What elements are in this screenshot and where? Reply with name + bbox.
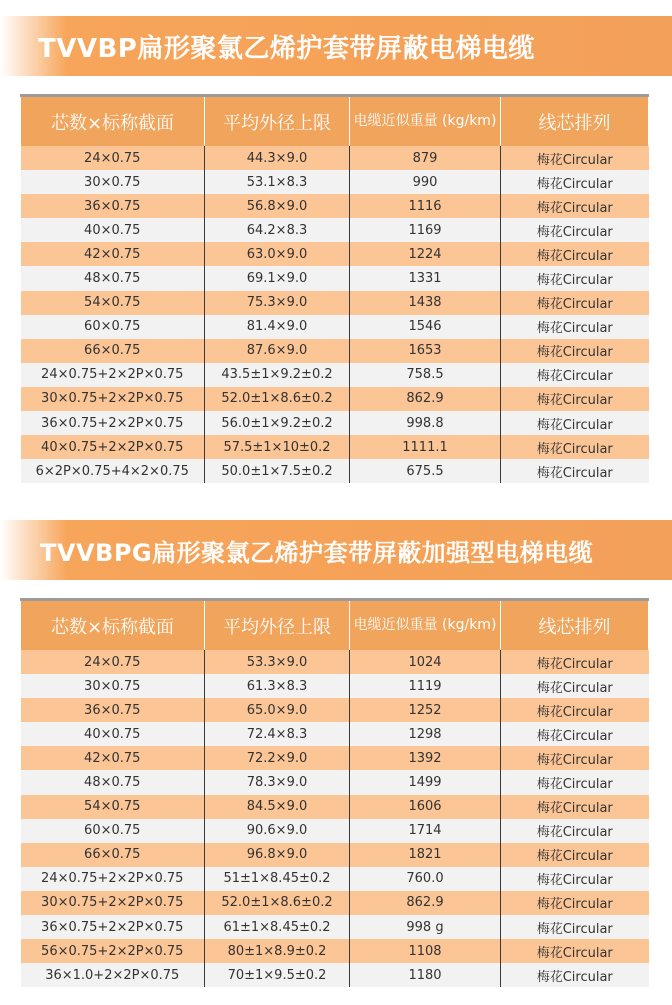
- cell-weight: 862.9: [350, 387, 501, 411]
- cell-cores: 30×0.75+2×2P×0.75: [21, 891, 205, 915]
- cell-arrangement: 梅花Circular: [501, 387, 649, 411]
- cell-arrangement: 梅花Circular: [501, 266, 649, 290]
- cell-arrangement: 梅花Circular: [501, 650, 649, 674]
- section1-title: TVVBP扁形聚氯乙烯护套带屏蔽电梯电缆: [38, 33, 535, 64]
- cell-weight: 1169: [350, 218, 501, 242]
- cell-cores: 36×0.75: [21, 194, 205, 218]
- cell-cores: 36×0.75+2×2P×0.75: [21, 915, 205, 939]
- table-row: [21, 339, 649, 363]
- cell-weight: 998 g: [350, 915, 501, 939]
- cell-weight: 1180: [350, 963, 501, 987]
- cell-arrangement: 梅花Circular: [501, 242, 649, 266]
- cell-weight: 1499: [350, 770, 501, 794]
- table-row: [21, 770, 649, 794]
- cell-cores: 40×0.75: [21, 218, 205, 242]
- cell-diameter: 87.6×9.0: [205, 339, 350, 363]
- cell-cores: 24×0.75+2×2P×0.75: [21, 363, 205, 387]
- header-weight: 电缆近似重量 (kg/km): [350, 600, 501, 651]
- cell-diameter: 72.2×9.0: [205, 746, 350, 770]
- cell-weight: 990: [350, 170, 501, 194]
- table-row: [21, 650, 649, 674]
- cell-weight: 1119: [350, 674, 501, 698]
- cell-diameter: 80±1×8.9±0.2: [205, 939, 350, 963]
- cell-arrangement: 梅花Circular: [501, 315, 649, 339]
- table-row: [21, 315, 649, 339]
- cell-weight: 1714: [350, 819, 501, 843]
- cell-arrangement: 梅花Circular: [501, 170, 649, 194]
- cell-weight: 1116: [350, 194, 501, 218]
- cell-weight: 1252: [350, 698, 501, 722]
- cell-diameter: 96.8×9.0: [205, 843, 350, 867]
- cell-diameter: 64.2×8.3: [205, 218, 350, 242]
- table-row: [21, 746, 649, 770]
- table-row: [21, 843, 649, 867]
- cell-arrangement: 梅花Circular: [501, 363, 649, 387]
- section1-table: [20, 94, 649, 483]
- cell-diameter: 44.3×9.0: [205, 146, 350, 170]
- table-row: [21, 819, 649, 843]
- cell-weight: 758.5: [350, 363, 501, 387]
- header-weight: 电缆近似重量 (kg/km): [350, 96, 501, 147]
- table-row: [21, 435, 649, 459]
- cell-arrangement: 梅花Circular: [501, 867, 649, 891]
- cell-cores: 36×0.75: [21, 698, 205, 722]
- cell-cores: 24×0.75+2×2P×0.75: [21, 867, 205, 891]
- cell-arrangement: 梅花Circular: [501, 963, 649, 987]
- cell-weight: 1606: [350, 795, 501, 819]
- cell-cores: 24×0.75: [21, 650, 205, 674]
- table-row: [21, 915, 649, 939]
- cell-diameter: 56.8×9.0: [205, 194, 350, 218]
- cell-arrangement: 梅花Circular: [501, 939, 649, 963]
- cell-weight: 760.0: [350, 867, 501, 891]
- section2-title: TVVBPG扁形聚氯乙烯护套带屏蔽加强型电梯电缆: [40, 538, 594, 567]
- cell-diameter: 81.4×9.0: [205, 315, 350, 339]
- table-header-row: [21, 600, 649, 651]
- cell-weight: 1298: [350, 722, 501, 746]
- cell-diameter: 63.0×9.0: [205, 242, 350, 266]
- cell-weight: 1111.1: [350, 435, 501, 459]
- cell-cores: 30×0.75: [21, 674, 205, 698]
- cell-arrangement: 梅花Circular: [501, 674, 649, 698]
- cell-diameter: 84.5×9.0: [205, 795, 350, 819]
- cell-arrangement: 梅花Circular: [501, 843, 649, 867]
- table-row: [21, 387, 649, 411]
- header-arrangement: 线芯排列: [501, 600, 649, 651]
- cell-weight: 1653: [350, 339, 501, 363]
- cell-cores: 66×0.75: [21, 339, 205, 363]
- cell-cores: 56×0.75+2×2P×0.75: [21, 939, 205, 963]
- cell-weight: 1224: [350, 242, 501, 266]
- cell-weight: 879: [350, 146, 501, 170]
- table-row: [21, 459, 649, 483]
- table-row: [21, 266, 649, 290]
- table-row: [21, 218, 649, 242]
- cell-arrangement: 梅花Circular: [501, 339, 649, 363]
- cell-diameter: 72.4×8.3: [205, 722, 350, 746]
- cell-diameter: 90.6×9.0: [205, 819, 350, 843]
- cell-cores: 66×0.75: [21, 843, 205, 867]
- cell-diameter: 53.3×9.0: [205, 650, 350, 674]
- cell-arrangement: 梅花Circular: [501, 218, 649, 242]
- header-cores: 芯数×标称截面: [21, 96, 205, 147]
- section1-banner: [0, 16, 672, 76]
- cell-arrangement: 梅花Circular: [501, 746, 649, 770]
- cell-weight: 1438: [350, 291, 501, 315]
- cell-arrangement: 梅花Circular: [501, 435, 649, 459]
- table-row: [21, 722, 649, 746]
- section2-banner: [0, 520, 672, 580]
- cell-weight: 675.5: [350, 459, 501, 483]
- cell-arrangement: 梅花Circular: [501, 291, 649, 315]
- table-row: [21, 170, 649, 194]
- table-row: [21, 795, 649, 819]
- cell-arrangement: 梅花Circular: [501, 915, 649, 939]
- cell-arrangement: 梅花Circular: [501, 194, 649, 218]
- cell-arrangement: 梅花Circular: [501, 795, 649, 819]
- table-row: [21, 194, 649, 218]
- cell-diameter: 57.5±1×10±0.2: [205, 435, 350, 459]
- cell-arrangement: 梅花Circular: [501, 722, 649, 746]
- cell-cores: 42×0.75: [21, 746, 205, 770]
- header-arrangement: 线芯排列: [501, 96, 649, 147]
- cell-weight: 1821: [350, 843, 501, 867]
- header-diameter: 平均外径上限: [205, 600, 350, 651]
- cell-cores: 6×2P×0.75+4×2×0.75: [21, 459, 205, 483]
- cell-diameter: 50.0±1×7.5±0.2: [205, 459, 350, 483]
- cell-arrangement: 梅花Circular: [501, 819, 649, 843]
- cell-cores: 60×0.75: [21, 315, 205, 339]
- table-row: [21, 291, 649, 315]
- cell-weight: 1546: [350, 315, 501, 339]
- table-row: [21, 363, 649, 387]
- cell-arrangement: 梅花Circular: [501, 459, 649, 483]
- cell-cores: 42×0.75: [21, 242, 205, 266]
- cell-weight: 1108: [350, 939, 501, 963]
- cell-diameter: 43.5±1×9.2±0.2: [205, 363, 350, 387]
- cell-weight: 1331: [350, 266, 501, 290]
- table-row: [21, 242, 649, 266]
- cell-diameter: 70±1×9.5±0.2: [205, 963, 350, 987]
- cell-arrangement: 梅花Circular: [501, 891, 649, 915]
- table-row: [21, 674, 649, 698]
- header-cores: 芯数×标称截面: [21, 600, 205, 651]
- table-row: [21, 891, 649, 915]
- cell-weight: 998.8: [350, 411, 501, 435]
- cell-diameter: 53.1×8.3: [205, 170, 350, 194]
- table-row: [21, 411, 649, 435]
- cell-diameter: 61.3×8.3: [205, 674, 350, 698]
- cell-cores: 36×0.75+2×2P×0.75: [21, 411, 205, 435]
- cell-diameter: 51±1×8.45±0.2: [205, 867, 350, 891]
- cell-cores: 24×0.75: [21, 146, 205, 170]
- cell-arrangement: 梅花Circular: [501, 146, 649, 170]
- cell-cores: 40×0.75: [21, 722, 205, 746]
- cell-diameter: 75.3×9.0: [205, 291, 350, 315]
- cell-weight: 1392: [350, 746, 501, 770]
- cell-cores: 54×0.75: [21, 795, 205, 819]
- cell-cores: 48×0.75: [21, 266, 205, 290]
- section2-table: [20, 598, 649, 987]
- table-row: [21, 963, 649, 987]
- cell-cores: 48×0.75: [21, 770, 205, 794]
- cell-diameter: 69.1×9.0: [205, 266, 350, 290]
- cell-weight: 862.9: [350, 891, 501, 915]
- cell-diameter: 52.0±1×8.6±0.2: [205, 891, 350, 915]
- cell-diameter: 56.0±1×9.2±0.2: [205, 411, 350, 435]
- cell-cores: 30×0.75+2×2P×0.75: [21, 387, 205, 411]
- header-diameter: 平均外径上限: [205, 96, 350, 147]
- cell-cores: 30×0.75: [21, 170, 205, 194]
- cell-arrangement: 梅花Circular: [501, 698, 649, 722]
- table-row: [21, 867, 649, 891]
- cell-cores: 54×0.75: [21, 291, 205, 315]
- table-row: [21, 698, 649, 722]
- cell-arrangement: 梅花Circular: [501, 411, 649, 435]
- cell-cores: 36×1.0+2×2P×0.75: [21, 963, 205, 987]
- cell-diameter: 61±1×8.45±0.2: [205, 915, 350, 939]
- cell-weight: 1024: [350, 650, 501, 674]
- cell-diameter: 65.0×9.0: [205, 698, 350, 722]
- cell-diameter: 78.3×9.0: [205, 770, 350, 794]
- cell-cores: 60×0.75: [21, 819, 205, 843]
- cell-diameter: 52.0±1×8.6±0.2: [205, 387, 350, 411]
- table-row: [21, 939, 649, 963]
- table-row: [21, 146, 649, 170]
- cell-arrangement: 梅花Circular: [501, 770, 649, 794]
- table-header-row: [21, 96, 649, 147]
- cell-cores: 40×0.75+2×2P×0.75: [21, 435, 205, 459]
